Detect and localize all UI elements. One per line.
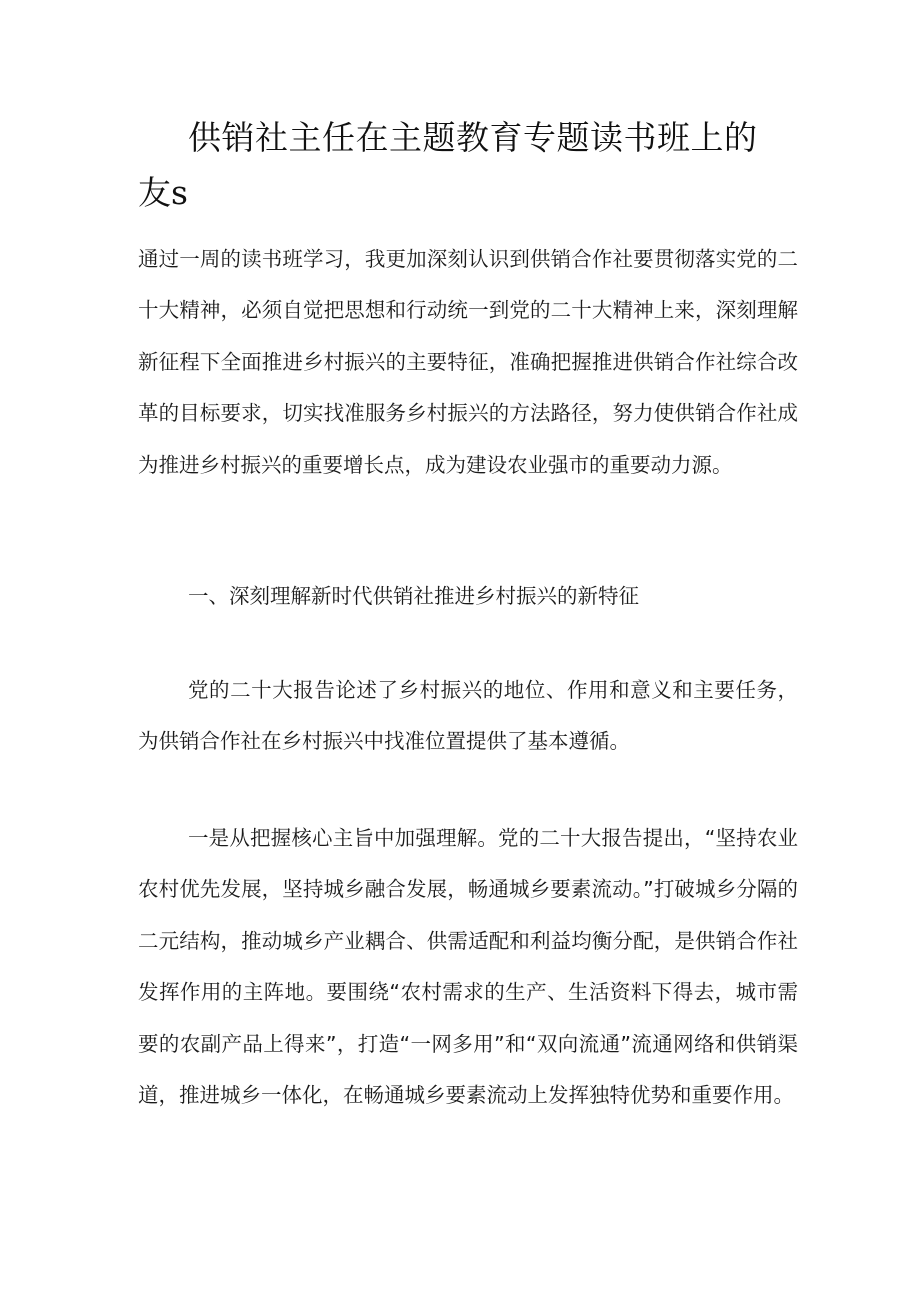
document-title-line-2: 友s bbox=[138, 173, 188, 212]
section-heading: 一、深刻理解新时代供销社推进乡村振兴的新特征 bbox=[188, 583, 639, 608]
document-title-line-1: 供销社主任在主题教育专题读书班上的 bbox=[188, 118, 758, 157]
intro-paragraph: 通过一周的读书班学习，我更加深刻认识到供销合作社要贯彻落实党的二十大精神，必须自觉把思想和行动统一到党的二十大精神上来，深刻理解新征程下全面推进乡村振兴的主要特征，准确把握推进供销合作社综合改革的目标要求，切实找准服务乡村振兴的方法路径，努力使供销合作社成为推进乡村振兴的重要增长点，成为建设农业强市的重要动力源。 bbox=[138, 246, 798, 477]
report-paragraph: 党的二十大报告论述了乡村振兴的地位、作用和意义和主要任务，为供销合作社在乡村振兴中找准位置提供了基本遵循。 bbox=[138, 677, 798, 754]
point-one-paragraph: 一是从把握核心主旨中加强理解。党的二十大报告提出，“坚持农业农村优先发展，坚持城乡融合发展，畅通城乡要素流动。”打破城乡分隔的二元结构，推动城乡产业耦合、供需适配和利益均衡分配，是供销合作社发挥作用的主阵地。要围绕“农村需求的生产、生活资料下得去，城市需要的农副产品上得来”，打造“一网多用”和“双向流通”流通网络和供销渠道，推进城乡一体化，在畅通城乡要素流动上发挥独特优势和重要作用。 bbox=[138, 825, 798, 1108]
